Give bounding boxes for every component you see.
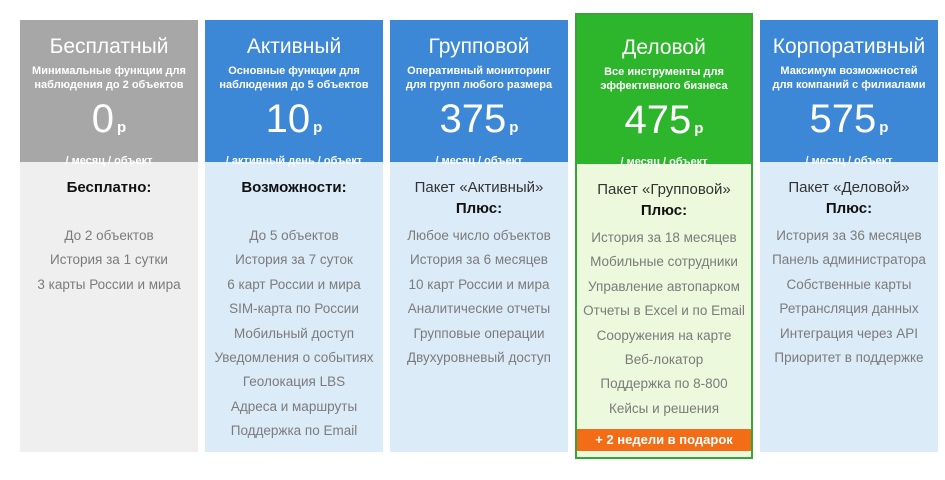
plan-price-currency: р — [879, 119, 889, 136]
plan-price-currency: р — [509, 119, 519, 136]
plan-includes-header — [760, 178, 938, 220]
plan-price — [760, 96, 938, 151]
plan-includes-line1: Пакет «Деловой» — [788, 179, 910, 196]
plan-billing-period: / месяц / объект — [435, 155, 523, 167]
feature-item: Поддержка по Email — [230, 423, 358, 439]
plan-price-currency: р — [117, 119, 127, 136]
feature-item: Аналитические отчеты — [407, 301, 551, 317]
feature-item: Мобильные сотрудники — [590, 254, 738, 270]
pricing-card-4[interactable] — [575, 13, 753, 459]
plan-body — [205, 162, 383, 452]
feature-item: 3 карты России и мира — [37, 276, 181, 292]
plan-includes-line1: Пакет «Активный» — [414, 179, 544, 196]
plan-price — [205, 96, 383, 151]
feature-item: Собственные карты — [786, 276, 912, 292]
pricing-card-1[interactable] — [20, 20, 198, 452]
plan-price — [577, 97, 751, 152]
feature-item: Двухуровневый доступ — [407, 350, 551, 366]
feature-list — [205, 224, 383, 444]
feature-item: Уведомления о событиях — [214, 350, 374, 366]
plan-price-amount: 475 — [624, 98, 692, 142]
feature-item: Любое число объектов — [407, 228, 551, 243]
plan-subtitle: Максимум возможностей для компаний с филиалами — [772, 65, 926, 91]
plan-includes-line1: Возможности: — [241, 179, 347, 196]
plan-header — [760, 20, 938, 167]
feature-item: Приоритет в поддержке — [774, 350, 924, 366]
plan-title: Активный — [246, 35, 342, 58]
feature-item: История за 6 месяцев — [410, 252, 548, 268]
plan-price-currency: р — [313, 119, 323, 136]
plan-includes-header — [205, 178, 383, 220]
plan-subtitle: Оперативный мониторинг для групп любого размера — [405, 65, 553, 91]
plan-price-currency: р — [694, 120, 704, 137]
plan-price-amount: 0 — [91, 97, 115, 141]
plan-includes-line2: Плюс: — [455, 200, 503, 217]
feature-item: Веб-локатор — [624, 352, 704, 368]
plan-body — [577, 164, 751, 457]
plan-billing-period: / месяц / объект — [65, 155, 153, 167]
plan-header — [390, 20, 568, 167]
plan-billing-period: / месяц / объект — [805, 155, 893, 167]
feature-item: Управление автопарком — [588, 278, 740, 294]
plan-title: Бесплатный — [49, 35, 169, 58]
feature-item: Ретрансляция данных — [779, 301, 919, 317]
plan-subtitle: Все инструменты для эффективного бизнеса — [600, 66, 728, 92]
plan-body — [20, 162, 198, 452]
plan-title: Деловой — [622, 36, 706, 59]
plan-billing-period: / активный день / объект — [225, 155, 363, 167]
plan-price-amount: 375 — [439, 97, 507, 141]
feature-item: SIM-карта по России — [229, 301, 359, 317]
feature-item: История за 7 суток — [235, 252, 353, 268]
plan-includes-header — [20, 178, 198, 220]
pricing-card-5[interactable] — [760, 20, 938, 452]
plan-title: Корпоративный — [772, 35, 926, 58]
feature-item: Адреса и маршруты — [230, 398, 358, 414]
plan-billing-period: / месяц / объект — [620, 156, 708, 168]
feature-item: 10 карт России и мира — [408, 276, 550, 292]
plan-subtitle: Минимальные функции для наблюдения до 2 объектов — [32, 65, 186, 91]
feature-item: Поддержка по 8-800 — [600, 376, 728, 392]
feature-item: 6 карт России и мира — [227, 276, 361, 292]
feature-item: Панель администратора — [772, 252, 926, 268]
feature-item: Мобильный доступ — [233, 325, 355, 341]
plan-includes-header — [577, 180, 751, 222]
plan-includes-line2: Плюс: — [640, 202, 688, 219]
plan-subtitle: Основные функции для наблюдения до 5 объектов — [219, 65, 369, 91]
plan-price — [20, 96, 198, 151]
feature-item: История за 36 месяцев — [776, 228, 922, 243]
plan-header — [20, 20, 198, 167]
feature-item: История за 1 сутки — [50, 252, 168, 268]
plan-body — [390, 162, 568, 452]
feature-item: До 2 объектов — [64, 228, 154, 243]
plan-includes-header — [390, 178, 568, 220]
feature-item: Интеграция через API — [780, 325, 918, 341]
plan-title: Групповой — [428, 35, 530, 58]
feature-item: Геолокация LBS — [242, 374, 346, 390]
feature-item: Отчеты в Excel и по Email — [583, 303, 745, 319]
plan-includes-line1: Бесплатно: — [66, 179, 152, 196]
plan-price-amount: 10 — [265, 97, 311, 141]
plan-price-amount: 575 — [809, 97, 877, 141]
pricing-card-2[interactable] — [205, 20, 383, 452]
feature-item: Сооружения на карте — [596, 327, 732, 343]
plan-includes-line1: Пакет «Групповой» — [597, 181, 731, 198]
feature-item: Групповые операции — [413, 325, 545, 341]
plan-price — [390, 96, 568, 151]
feature-list — [760, 224, 938, 370]
feature-list — [390, 224, 568, 370]
plan-header — [577, 15, 751, 168]
pricing-card-3[interactable] — [390, 20, 568, 452]
promo-badge: + 2 недели в подарок — [577, 429, 751, 451]
feature-item: История за 18 месяцев — [591, 230, 737, 245]
feature-item: До 5 объектов — [249, 228, 339, 243]
plan-header — [205, 20, 383, 167]
feature-list — [577, 226, 751, 421]
plan-body — [760, 162, 938, 452]
plan-includes-line2: Плюс: — [825, 200, 873, 217]
feature-item: Кейсы и решения — [608, 400, 720, 416]
feature-list — [20, 224, 198, 297]
